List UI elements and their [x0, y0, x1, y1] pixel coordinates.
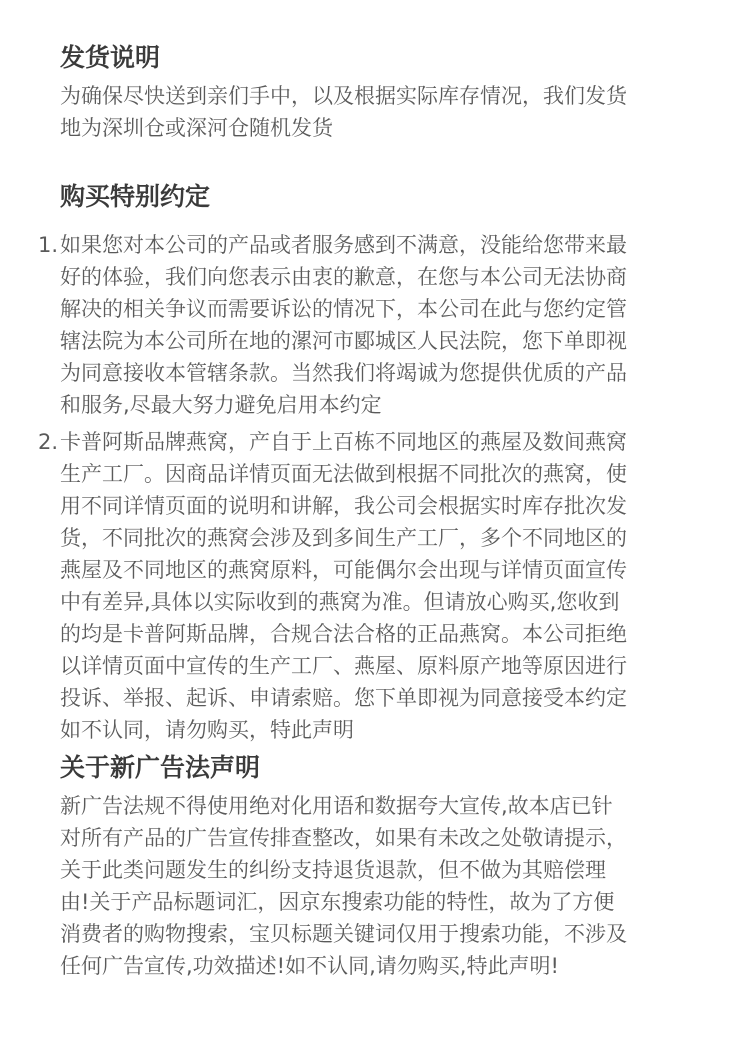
- agreement-item-1: [38, 229, 718, 429]
- section-title-special-agreement: 购买特别约定: [60, 182, 211, 211]
- text-line: 对所有产品的广告宣传排查整改，如果有未改之处敬请提示，: [60, 826, 627, 850]
- text-line: 消费者的购物搜索，宝贝标题关键词仅用于搜索功能，不涉及: [60, 922, 627, 946]
- text-line: 为同意接收本管辖条款。当然我们将竭诚为您提供优质的产品: [60, 361, 627, 385]
- text-line: 和服务,尽最大努力避免启用本约定: [60, 393, 382, 417]
- text-line: 卡普阿斯品牌燕窝，产自于上百栋不同地区的燕屋及数间燕窝: [60, 430, 627, 454]
- list-number: 2.: [38, 430, 59, 454]
- text-line: 解决的相关争议而需要诉讼的情况下，本公司在此与您约定管: [60, 297, 627, 321]
- text-line: 用不同详情页面的说明和讲解，我公司会根据实时库存批次发: [60, 494, 627, 518]
- text-line: 如果您对本公司的产品或者服务感到不满意，没能给您带来最: [60, 233, 627, 257]
- text-line: 货，不同批次的燕窝会涉及到多间生产工厂，多个不同地区的: [60, 526, 627, 550]
- text-line: 关于此类问题发生的纠纷支持退货退款，但不做为其赔偿理: [60, 858, 606, 882]
- text-line: 由!关于产品标题词汇，因京东搜索功能的特性，故为了方便: [60, 890, 615, 914]
- section-title-shipping: 发货说明: [60, 43, 161, 72]
- section-body-shipping: [60, 80, 627, 144]
- text-line: 的均是卡普阿斯品牌，合规合法合格的正品燕窝。本公司拒绝: [60, 622, 627, 646]
- text-line: 燕屋及不同地区的燕窝原料，可能偶尔会出现与详情页面宣传: [60, 558, 627, 582]
- text-line: 投诉、举报、起诉、申请索赔。您下单即视为同意接受本约定: [60, 686, 627, 710]
- text-line: 好的体验，我们向您表示由衷的歉意，在您与本公司无法协商: [60, 265, 627, 289]
- section-body-advertising-law: [60, 790, 627, 982]
- text-line: 任何广告宣传,功效描述!如不认同,请勿购买,特此声明!: [60, 954, 559, 978]
- agreement-item-2: [38, 426, 718, 756]
- text-line: 新广告法规不得使用绝对化用语和数据夸大宣传,故本店已针: [60, 794, 613, 818]
- text-line: 中有差异,具体以实际收到的燕窝为准。但请放心购买,您收到: [60, 590, 620, 614]
- section-title-advertising-law: 关于新广告法声明: [60, 753, 261, 782]
- text-line: 如不认同，请勿购买，特此声明: [60, 718, 354, 742]
- text-line: 生产工厂。因商品详情页面无法做到根据不同批次的燕窝，使: [60, 462, 627, 486]
- agreement-item-text: [60, 229, 627, 421]
- text-line: 为确保尽快送到亲们手中，以及根据实际库存情况，我们发货: [60, 84, 627, 108]
- agreement-item-text: [60, 426, 627, 746]
- text-line: 地为深圳仓或深河仓随机发货: [60, 116, 333, 140]
- text-line: 辖法院为本公司所在地的漯河市郾城区人民法院，您下单即视: [60, 329, 627, 353]
- text-line: 以详情页面中宣传的生产工厂、燕屋、原料原产地等原因进行: [60, 654, 627, 678]
- list-number: 1.: [38, 233, 59, 257]
